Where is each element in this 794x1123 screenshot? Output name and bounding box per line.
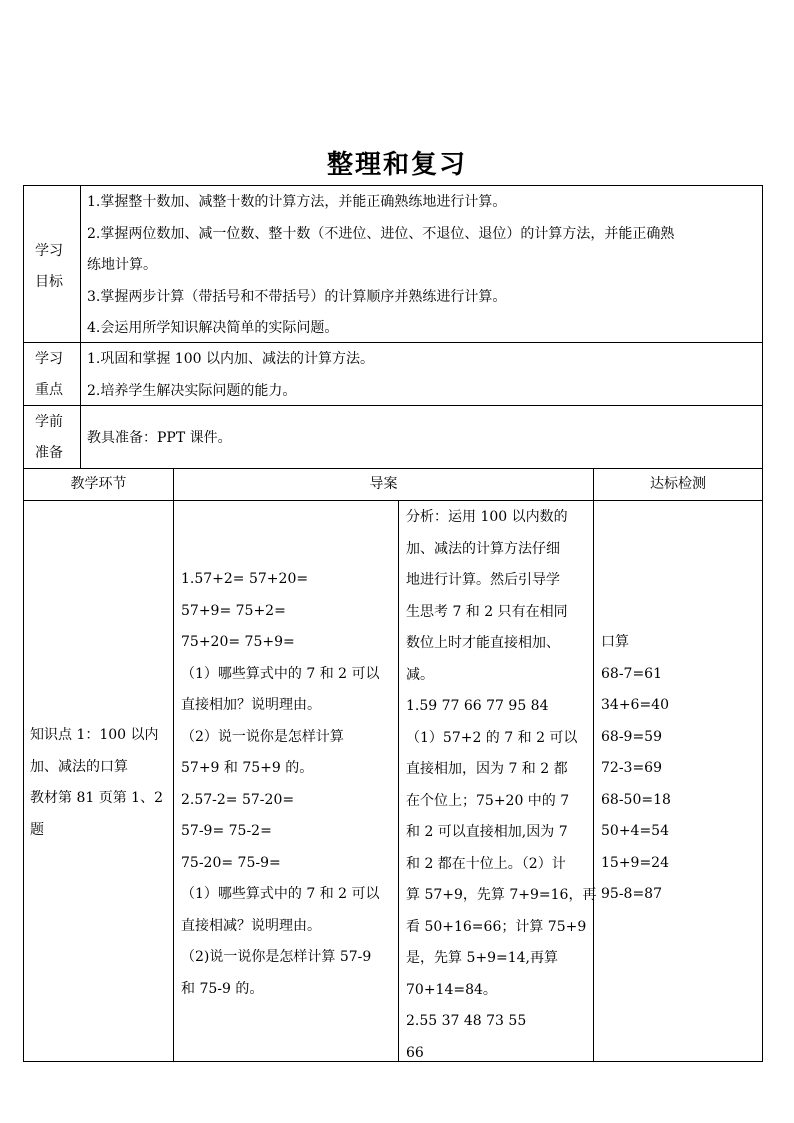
analysis-line-16: 70+14=84。 xyxy=(406,981,497,998)
analysis-line-4: 生思考 7 和 2 只有在相同 xyxy=(406,603,568,620)
guide-line-3: 75+20= 75+9= xyxy=(181,634,295,650)
guide-line-1: 1.57+2= 57+20= xyxy=(181,571,309,587)
check-line-8: 95-8=87 xyxy=(601,886,662,902)
check-line-1: 68-7=61 xyxy=(601,665,662,682)
analysis-cell xyxy=(398,500,597,1062)
focus-content-cell xyxy=(80,342,763,405)
analysis-line-11: 和 2 可以直接相加,因为 7 xyxy=(406,824,568,840)
analysis-line-2: 加、减法的计算方法仔细 xyxy=(406,540,560,557)
analysis-line-14: 看 50+16=66；计算 75+9 xyxy=(406,918,587,935)
section-line-2: 加、减法的口算 xyxy=(30,758,128,775)
guide-line-8: 2.57-2= 57-20= xyxy=(181,791,295,808)
check-line-6: 50+4=54 xyxy=(601,823,669,839)
focus-label-line1: 学习 xyxy=(35,351,63,367)
prep-label-line2: 准备 xyxy=(35,445,63,461)
analysis-line-18: 66 xyxy=(406,1044,424,1061)
header-teaching-step-label: 教学环节 xyxy=(70,476,127,492)
check-line-5: 68-50=18 xyxy=(601,791,671,808)
header-teaching-step xyxy=(23,468,173,500)
goals-label-line2: 目标 xyxy=(35,274,63,290)
page-title: 整理和复习 xyxy=(326,150,467,180)
prep-label-line1: 学前 xyxy=(35,414,63,430)
analysis-line-5: 数位上时才能直接相加、 xyxy=(406,635,560,651)
focus-line-2: 2.培养学生解决实际问题的能力。 xyxy=(87,382,297,399)
prep-text: 教具准备：PPT 课件。 xyxy=(87,430,232,446)
goals-line-4: 3.掌握两步计算（带括号和不带括号）的计算顺序并熟练进行计算。 xyxy=(87,288,507,305)
analysis-line-15: 是，先算 5+9=14,再算 xyxy=(406,950,558,966)
guide-line-12: 直接相减？说明理由。 xyxy=(181,917,321,934)
section-cell xyxy=(23,500,173,1062)
guide-line-4: （1）哪些算式中的 7 和 2 可以 xyxy=(181,665,380,682)
analysis-line-12: 和 2 都在十位上。（2）计 xyxy=(406,855,566,872)
analysis-line-9: 直接相加，因为 7 和 2 都 xyxy=(406,761,568,777)
check-line-2: 34+6=40 xyxy=(601,697,669,713)
guide-line-14: 和 75-9 的。 xyxy=(181,980,264,997)
goals-label-cell xyxy=(23,185,80,342)
guide-line-10: 75-20= 75-9= xyxy=(181,854,281,871)
prep-label-cell xyxy=(23,405,80,468)
focus-label-line2: 重点 xyxy=(35,382,63,398)
check-cell xyxy=(593,500,763,1062)
analysis-line-6: 减。 xyxy=(406,666,434,683)
guide-line-11: （1）哪些算式中的 7 和 2 可以 xyxy=(181,886,380,902)
section-line-1: 知识点 1：100 以内 xyxy=(30,727,159,743)
goals-label-line1: 学习 xyxy=(35,243,63,259)
check-line-4: 72-3=69 xyxy=(601,760,662,776)
prep-content-cell xyxy=(80,405,763,468)
goals-content-cell xyxy=(80,185,763,342)
guide-line-2: 57+9= 75+2= xyxy=(181,602,286,619)
guide-line-5: 直接相加？说明理由。 xyxy=(181,697,321,713)
analysis-line-3: 地进行计算。然后引导学 xyxy=(406,572,560,588)
guide-line-7: 57+9 和 75+9 的。 xyxy=(181,760,314,776)
guide-cell xyxy=(173,500,398,1062)
header-check xyxy=(593,468,763,500)
focus-label-cell xyxy=(23,342,80,405)
analysis-line-7: 1.59 77 66 77 95 84 xyxy=(406,698,549,714)
header-guide-label: 导案 xyxy=(369,476,398,492)
goals-line-5: 4.会运用所学知识解决简单的实际问题。 xyxy=(87,320,339,336)
analysis-line-13: 算 57+9，先算 7+9=16，再 xyxy=(406,887,597,903)
check-title: 口算 xyxy=(601,634,629,650)
goals-line-3: 练地计算。 xyxy=(87,257,157,273)
header-guide xyxy=(173,468,593,500)
check-line-3: 68-9=59 xyxy=(601,728,662,745)
section-line-3: 教材第 81 页第 1、2 xyxy=(30,790,163,806)
analysis-line-10: 在个位上；75+20 中的 7 xyxy=(406,792,570,809)
goals-line-1: 1.掌握整十数加、减整十数的计算方法，并能正确熟练地进行计算。 xyxy=(87,194,507,210)
analysis-line-17: 2.55 37 48 73 55 xyxy=(406,1013,527,1029)
guide-line-9: 57-9= 75-2= xyxy=(181,823,272,839)
check-line-7: 15+9=24 xyxy=(601,854,669,871)
analysis-line-1: 分析：运用 100 以内数的 xyxy=(406,509,568,525)
guide-line-13: （2)说一说你是怎样计算 57-9 xyxy=(181,949,372,965)
focus-line-1: 1.巩固和掌握 100 以内加、减法的计算方法。 xyxy=(87,351,374,367)
guide-line-6: （2）说一说你是怎样计算 xyxy=(181,728,344,745)
section-line-4: 题 xyxy=(30,821,44,838)
header-check-label: 达标检测 xyxy=(650,476,706,492)
goals-line-2: 2.掌握两位数加、减一位数、整十数（不进位、进位、不退位、退位）的计算方法，并能正确熟 xyxy=(87,225,675,242)
analysis-line-8: （1）57+2 的 7 和 2 可以 xyxy=(406,729,578,746)
